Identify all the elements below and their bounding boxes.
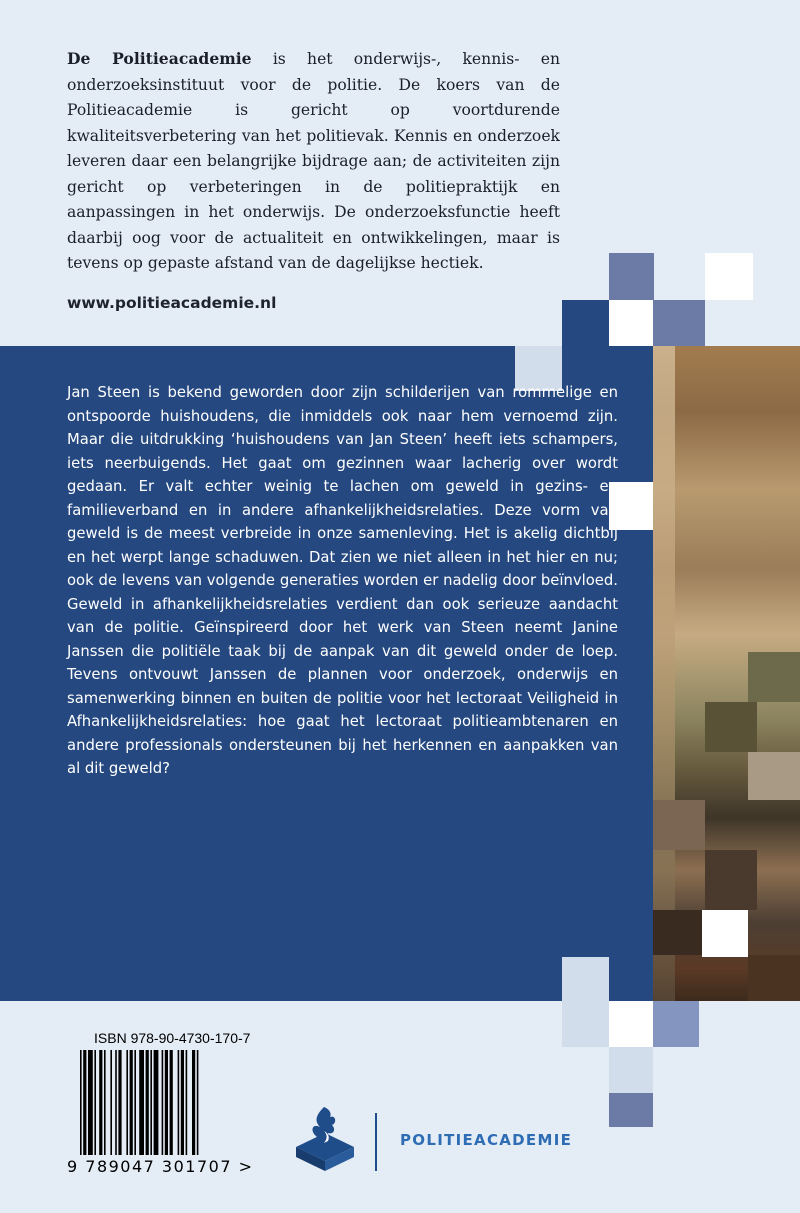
barcode-bar [88, 1050, 93, 1155]
barcode-bar [126, 1050, 128, 1155]
pixel-square [609, 1093, 653, 1127]
barcode [80, 1050, 256, 1155]
intro-org-name: De Politieacademie [67, 49, 252, 68]
barcode-bar [181, 1050, 184, 1155]
barcode-bar [150, 1050, 152, 1155]
pixel-square [609, 300, 653, 346]
pixel-square [702, 910, 748, 957]
pixel-square [609, 253, 654, 300]
isbn-label: ISBN 978-90-4730-170-7 [94, 1030, 251, 1046]
website-link[interactable]: www.politieacademie.nl [67, 294, 277, 312]
barcode-bar [134, 1050, 136, 1155]
barcode-bar [154, 1050, 159, 1155]
pixel-square [562, 1001, 609, 1047]
barcode-bar [139, 1050, 144, 1155]
pixel-square [653, 300, 705, 346]
barcode-digits: 9 789047 301707 > [67, 1157, 254, 1176]
barcode-bar [165, 1050, 168, 1155]
intro-text: is het onderwijs-, kennis- en onderzoeksinstituut voor de politie. De koers van de Politieacademie is gericht op voortdurende kwaliteitsverbetering van het politievak. Kennis en onderzoek leveren daar een belangrijke bijdrage aan; de activiteiten zijn gericht op verbeteringen in de politiepraktijk en aanpassingen in het onderwijs. De onderzoeksfunctie heeft daarbij oog voor de actualiteit en ontwikkelingen, maar is tevens op gepaste afstand van de dagelijkse hectiek. [67, 50, 560, 272]
pixel-square [609, 1001, 653, 1047]
barcode-bar [118, 1050, 121, 1155]
barcode-bar [94, 1050, 96, 1155]
barcode-bar [80, 1050, 82, 1155]
barcode-bar [110, 1050, 112, 1155]
barcode-bar [130, 1050, 133, 1155]
barcode-bar [178, 1050, 180, 1155]
logo-divider [375, 1113, 377, 1171]
pixel-square [609, 1047, 653, 1093]
barcode-bar [186, 1050, 188, 1155]
summary-text: Jan Steen is bekend geworden door zijn schilderijen van rommelige en ontspoorde huishoudens, die inmiddels ook naar hem vernoemd zijn. Maar die uitdrukking ‘huishoudens van Jan Steen’ heeft iets schampers, iets neerbuigends. Het gaat om gezinnen waar lacherig over wordt gedaan. Er valt echter weinig te lachen om geweld in gezins- en familieverband en in andere afhankelijkheidsrelaties. Deze vorm van geweld is de meest verbreide in onze samenleving. Het is akelig dichtbij en het werpt lange schaduwen. Dat zien we niet alleen in het hier en nu; ook de levens van volgende generaties worden er nadelig door beïnvloed. Geweld in afhankelijkheidsrelaties verdient dan ook serieuze aandacht van de politie. Geïnspireerd door het werk van Steen neemt Janine Janssen die politiële taak bij de aanpak van dit geweld onder de loep. Tevens ontvouwt Janssen de plannen voor onderzoek, onderwijs en samenwerking binnen en buiten de politie voor het lectoraat Veiligheid in Afhankelijkheidsrelaties: hoe gaat het lectoraat politieambtenaren en andere professionals ondersteunen bij het herkennen en aanpakken van al dit geweld? [67, 384, 618, 777]
barcode-bar [162, 1050, 164, 1155]
barcode-bar [99, 1050, 102, 1155]
barcode-bar [115, 1050, 117, 1155]
painting-photo [653, 346, 800, 1001]
intro-paragraph [67, 46, 560, 277]
barcode-bar [146, 1050, 149, 1155]
barcode-bar [170, 1050, 173, 1155]
pixel-square [653, 1001, 699, 1047]
police-flame-logo-icon [294, 1103, 356, 1173]
pixel-square [562, 957, 609, 1001]
barcode-bar [192, 1050, 195, 1155]
barcode-bar [104, 1050, 106, 1155]
pixel-square [705, 253, 753, 300]
brand-name: POLITIEACADEMIE [400, 1131, 573, 1149]
pixel-square [562, 300, 609, 346]
barcode-bar [83, 1050, 86, 1155]
barcode-bar [197, 1050, 199, 1155]
